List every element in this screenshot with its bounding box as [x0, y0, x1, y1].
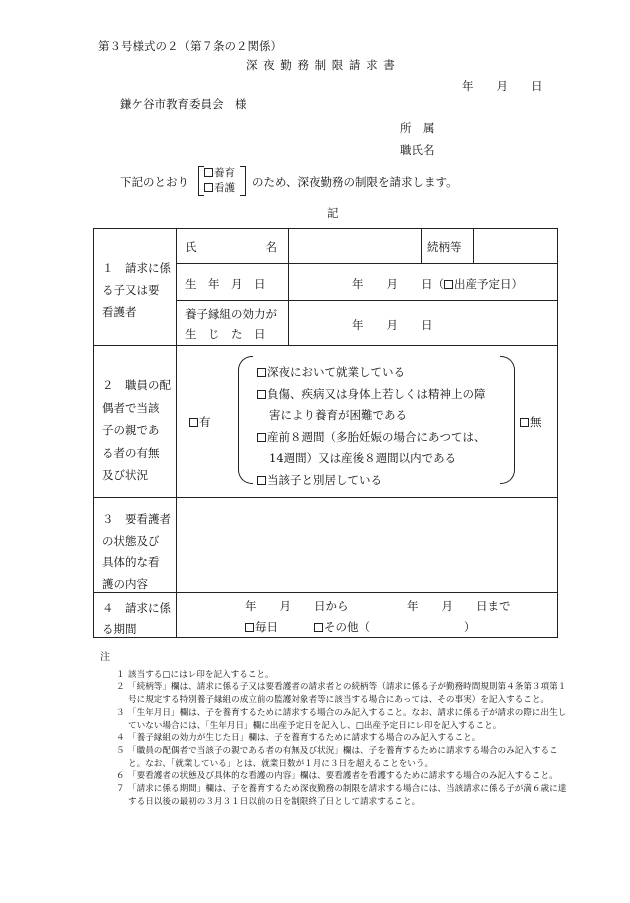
checkbox-other[interactable] [314, 623, 323, 632]
checkbox-spouse-no[interactable] [520, 418, 529, 427]
relationship-field[interactable] [478, 232, 554, 260]
period-daily-option[interactable]: 毎日 [245, 619, 278, 635]
section4-heading: ４ 請求に係 る期間 [102, 601, 171, 636]
checkbox-due-date[interactable] [444, 280, 453, 289]
spouse-no-option[interactable]: 無 [520, 414, 542, 430]
checkbox-condition[interactable] [257, 433, 266, 442]
option-care: 養育 [204, 165, 235, 180]
date-line: 年 月 日 [462, 79, 543, 93]
spouse-conditions [257, 362, 486, 492]
adoption-date-value[interactable]: 年 月 日 [352, 318, 433, 332]
birth-date-value[interactable]: 年 月 日（ 出産予定日） [352, 277, 523, 291]
note-item: １ 該当する□にはレ印を記入すること。 [116, 669, 274, 680]
name-row-label: 氏 名 [185, 240, 277, 254]
section2-heading: ２ 職員の配 偶者で当該 子の親であ る者の有無 及び状況 [102, 378, 171, 482]
ki-mark: 記 [327, 206, 339, 220]
note-item: ２ 「続柄等」欄は、請求に係る子又は要看護者の請求者との続柄等（請求に係る子が勤務時間規則第４条第３項第１号に規定する特別養子縁組の成立前の監護対象者等に該当する場合にあっては、その事実）を記入すること。 [116, 682, 567, 706]
form-number: 第３号様式の２（第７条の２関係） [98, 39, 282, 53]
adoption-label-1: 養子縁組の効力が [185, 307, 277, 321]
checkbox-condition[interactable] [257, 368, 266, 377]
name-label: 職氏名 [400, 143, 435, 157]
addressee: 鎌ケ谷市教育委員会 様 [120, 97, 247, 111]
checkbox-condition[interactable] [257, 476, 266, 485]
condition-working-night[interactable]: 深夜において就業している [257, 362, 486, 384]
intro-prefix: 下記のとおり [120, 175, 189, 189]
notes-section [100, 652, 568, 808]
relationship-label: 続柄等 [427, 240, 462, 254]
period-other-close: ） [464, 620, 476, 634]
child-name-field[interactable] [295, 232, 417, 260]
condition-pregnancy[interactable]: 産前８週間（多胎妊娠の場合にあつては、 [257, 427, 486, 449]
affiliation-label: 所 属 [400, 121, 435, 135]
section3-heading: ３ 要看護者 の状態及び 具体的な看 護の内容 [102, 512, 171, 591]
note-item: ７ 「請求に係る期間」欄は、子を養育するため深夜勤務の制限を請求する場合には、当該請求に係る子が満６歳に達する日以後の最初の３月３１日以前の日を制限終了日として請求すること。 [116, 784, 567, 807]
condition-separated[interactable]: 当該子と別居している [257, 470, 486, 492]
checkbox-care[interactable] [204, 168, 213, 177]
document-title: 深 夜 勤 務 制 限 請 求 書 [246, 58, 396, 72]
birth-date-label: 生 年 月 日 [185, 277, 266, 291]
section1-heading: １ 請求に係 る子又は要 看護者 [102, 261, 171, 319]
checkbox-nursing[interactable] [204, 183, 213, 192]
period-from[interactable]: 年 月 日から [245, 599, 349, 613]
period-other-option[interactable]: その他（ [314, 619, 370, 635]
intro-bracket-right [240, 166, 246, 196]
note-item: ４ 「養子縁組の効力が生じた日」欄は、子を養育するために請求する場合のみ記入すること。 [116, 733, 481, 744]
notes-label: 注 [100, 652, 110, 663]
care-details-field[interactable] [182, 502, 552, 588]
adoption-label-2: 生 じ た 日 [185, 327, 266, 341]
note-item: ５ 「職員の配偶者で当該子の親である者の有無及び状況」欄は、子を養育するために請求する場合のみ記入すること。なお、「就業している」とは、就業日数が１月に３日を超えることをいう。 [116, 745, 558, 769]
condition-pregnancy-cont: 14週間）又は産後８週間以内である [269, 451, 457, 466]
option-nursing: 看護 [204, 180, 235, 195]
note-item: ６ 「要看護者の状態及び具体的な看護の内容」欄は、要看護者を看護するために請求する場合のみ記入すること。 [116, 771, 558, 782]
condition-illness[interactable]: 負傷、疾病又は身体上若しくは精神上の障 [257, 384, 486, 406]
spouse-yes-option[interactable]: 有 [189, 414, 211, 430]
condition-illness-cont: 害により養育が困難である [269, 408, 407, 423]
intro-suffix: のため、深夜勤務の制限を請求します。 [252, 175, 458, 189]
period-to[interactable]: 年 月 日まで [407, 599, 511, 613]
note-item: ３ 「生年月日」欄は、子を養育するために請求する場合のみ記入すること。なお、請求に係る子が請求の際に出生していない場合には、「生年月日」欄に出産予定日を記入し、□出産予定日にレ印を記入すること。 [116, 707, 567, 731]
checkbox-spouse-yes[interactable] [189, 418, 198, 427]
checkbox-daily[interactable] [245, 623, 254, 632]
checkbox-condition[interactable] [257, 390, 266, 399]
